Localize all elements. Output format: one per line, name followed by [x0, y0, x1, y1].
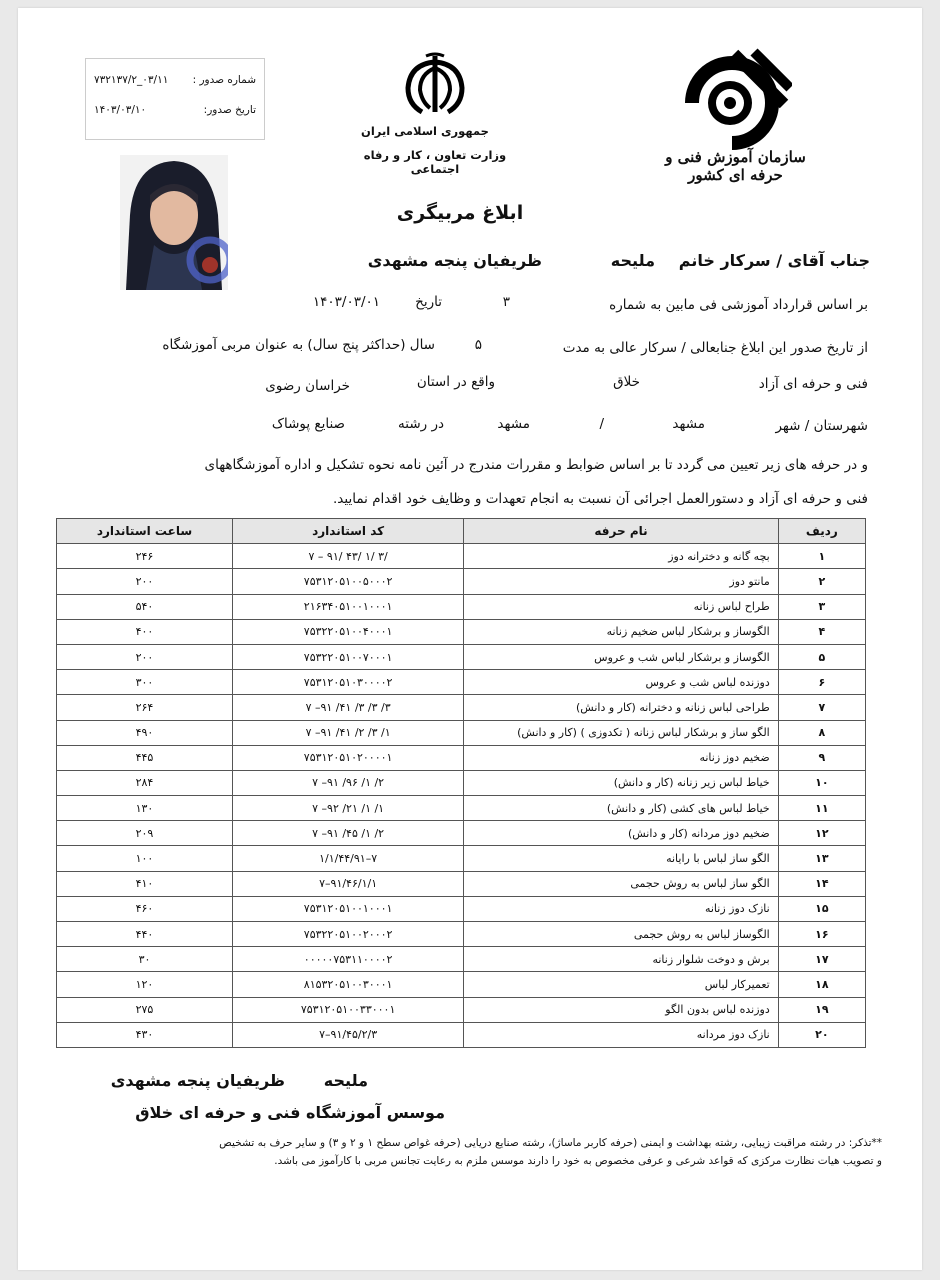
header-row-number: ردیف	[778, 519, 865, 544]
standard-hours: ۲۰۰	[57, 644, 233, 669]
row-number: ۷	[778, 695, 865, 720]
row-number: ۱۴	[778, 871, 865, 896]
organization-name: سازمان آموزش فنی و حرفه ای کشور	[665, 148, 806, 184]
standard-code: ۷۵۳۲۲۰۵۱۰۰۷۰۰۰۱	[232, 644, 463, 669]
profession-name: دوزنده لباس شب و عروس	[464, 670, 778, 695]
row-number: ۹	[778, 745, 865, 770]
gov-line2: وزارت تعاون ، کار و رفاه اجتماعی	[363, 148, 507, 176]
table-row	[57, 644, 866, 669]
row-number: ۱۲	[778, 821, 865, 846]
page-title: ابلاغ مربیگری	[396, 202, 524, 224]
footnote-line1: **تذکر: در رشته مراقبت زیبایی، رشته بهداشت و ایمنی (حرفه کاربر ماساژ)، رشته صنایع دریایی (حرفه غواص سطح ۱ و ۲ و ۳) و سایر حرف به تشخیص	[219, 1137, 882, 1149]
city-slash: /	[599, 416, 604, 432]
standard-code: ۷–۹۱/۴۵/۲/۳	[232, 1022, 463, 1047]
addressee-prefix: جناب آقای / سرکار خانم	[678, 251, 870, 270]
profession-name: الگوساز و برشکار لباس شب و عروس	[464, 644, 778, 669]
body-line4-text-b: در رشته	[398, 416, 444, 432]
row-number: ۱۵	[778, 896, 865, 921]
issue-date: ۱۴۰۳/۰۳/۱۰	[94, 103, 147, 116]
standard-hours: ۳۰	[57, 947, 233, 972]
standard-code: ۷ –۹۱ /۴۱ /۳ /۳ /۳	[232, 695, 463, 720]
profession-name: طراح لباس زنانه	[464, 594, 778, 619]
profession-name: تعمیرکار لباس	[464, 972, 778, 997]
profession-name: الگوساز لباس به روش حجمی	[464, 922, 778, 947]
table-row	[57, 796, 866, 821]
row-number: ۱۹	[778, 997, 865, 1022]
standard-hours: ۱۳۰	[57, 796, 233, 821]
row-number: ۱۳	[778, 846, 865, 871]
table-row	[57, 972, 866, 997]
table-row	[57, 997, 866, 1022]
professions-table	[56, 518, 866, 1048]
profession-name: خیاط لباس های کشی (کار و دانش)	[464, 796, 778, 821]
signature-first-name: ملیحه	[323, 1071, 368, 1090]
standard-hours: ۳۰۰	[57, 670, 233, 695]
row-number: ۵	[778, 644, 865, 669]
standard-hours: ۱۲۰	[57, 972, 233, 997]
standard-code: ۷۵۳۱۲۰۵۱۰۰۱۰۰۰۱	[232, 896, 463, 921]
standard-hours: ۲۰۰	[57, 569, 233, 594]
standard-code: ۷۵۳۲۲۰۵۱۰۰۴۰۰۰۱	[232, 619, 463, 644]
table-header-row	[57, 519, 866, 544]
signature-institute: موسس آموزشگاه فنی و حرفه ای خلاق	[135, 1103, 445, 1122]
standard-hours: ۱۰۰	[57, 846, 233, 871]
table-row	[57, 821, 866, 846]
row-number: ۱۱	[778, 796, 865, 821]
institute-name: خلاق	[613, 374, 640, 390]
organization-logo-icon	[672, 48, 792, 158]
body-line4-text: شهرستان / شهر	[775, 418, 868, 434]
table-row	[57, 770, 866, 795]
row-number: ۸	[778, 720, 865, 745]
row-number: ۲۰	[778, 1022, 865, 1047]
body-line6-text: فنی و حرفه ای آزاد و دستورالعمل اجرائی آن نسبت به انجام تعهدات و وظایف خود اقدام نمایید.	[333, 491, 868, 507]
standard-code: ۷ –۹۱ /۴۵ /۱ /۲	[232, 821, 463, 846]
table-row	[57, 569, 866, 594]
table-row	[57, 871, 866, 896]
row-number: ۶	[778, 670, 865, 695]
profession-name: الگو ساز لباس با رایانه	[464, 846, 778, 871]
row-number: ۱	[778, 544, 865, 569]
standard-code: ۷ – ۹۱/ ۴۳/ ۱/ ۳/	[232, 544, 463, 569]
standard-code: ۱/۱/۴۴/۹۱–۷	[232, 846, 463, 871]
body-line2-text-b: سال (حداکثر پنج سال) به عنوان مربی آموزشگاه	[162, 337, 435, 353]
standard-code: ۷۵۳۱۲۰۵۱۰۳۰۰۰۰۲	[232, 670, 463, 695]
standard-hours: ۴۶۰	[57, 896, 233, 921]
standard-hours: ۴۱۰	[57, 871, 233, 896]
profession-name: بچه گانه و دخترانه دوز	[464, 544, 778, 569]
body-line1-text: بر اساس قرارداد آموزشی فی مابین به شماره	[609, 297, 868, 313]
footnote	[52, 1134, 882, 1171]
header-standard-hours: ساعت استاندارد	[57, 519, 233, 544]
profession-name: نازک دوز زنانه	[464, 896, 778, 921]
standard-hours: ۴۰۰	[57, 619, 233, 644]
table-row	[57, 544, 866, 569]
province-name: خراسان رضوی	[265, 378, 350, 394]
table-row	[57, 695, 866, 720]
city-name: مشهد	[672, 416, 705, 432]
field-name: صنایع پوشاک	[271, 416, 345, 432]
standard-code: ۷–۹۱/۴۶/۱/۱	[232, 871, 463, 896]
contract-date-label: تاریخ	[415, 294, 442, 310]
table-row	[57, 619, 866, 644]
standard-code: ۷ –۹۲ /۲۱ /۱ /۱	[232, 796, 463, 821]
duration-years: ۵	[474, 337, 482, 353]
standard-code: ۷۵۳۱۲۰۵۱۰۲۰۰۰۰۱	[232, 745, 463, 770]
issue-number: ۰۳/۱۱_۷۳۲۱۳۷/۲	[94, 74, 169, 86]
standard-hours: ۴۹۰	[57, 720, 233, 745]
profession-name: برش و دوخت شلوار زنانه	[464, 947, 778, 972]
row-number: ۱۶	[778, 922, 865, 947]
issue-info-box	[85, 58, 265, 140]
row-number: ۱۸	[778, 972, 865, 997]
standard-hours: ۵۴۰	[57, 594, 233, 619]
profession-name: ضخیم دوز زنانه	[464, 745, 778, 770]
profession-name: الگو ساز و برشکار لباس زنانه ( تکدوزی ) (کار و دانش)	[464, 720, 778, 745]
profession-name: ضخیم دوز مردانه (کار و دانش)	[464, 821, 778, 846]
header-profession: نام حرفه	[464, 519, 778, 544]
header-standard-code: کد استاندارد	[232, 519, 463, 544]
standard-code: ۷ –۹۱ /۴۱ /۲ /۳ /۱	[232, 720, 463, 745]
profession-name: طراحی لباس زنانه و دخترانه (کار و دانش)	[464, 695, 778, 720]
standard-hours: ۲۰۹	[57, 821, 233, 846]
table-row	[57, 846, 866, 871]
standard-code: ۷ –۹۱ /۹۶ /۱ /۲	[232, 770, 463, 795]
standard-code: ۷۵۳۲۲۰۵۱۰۰۲۰۰۰۲	[232, 922, 463, 947]
body-line3-text: فنی و حرفه ای آزاد	[758, 376, 868, 392]
row-number: ۴	[778, 619, 865, 644]
body-line3-text-b: واقع در استان	[416, 374, 495, 390]
contract-date: ۱۴۰۳/۰۳/۰۱	[312, 294, 380, 310]
standard-hours: ۲۸۴	[57, 770, 233, 795]
standard-code: ۷۵۳۱۲۰۵۱۰۰۵۰۰۰۲	[232, 569, 463, 594]
standard-hours: ۴۴۵	[57, 745, 233, 770]
signature-last-name: ظریفیان پنجه مشهدی	[110, 1071, 285, 1090]
body-line5-text: و در حرفه های زیر تعیین می گردد تا بر اساس ضوابط و مقررات مندرج در آئین نامه نحوه تشکیل و اداره آموزشگاههای	[204, 457, 868, 473]
issue-date-label: تاریخ صدور:	[203, 103, 256, 116]
city-name-2: مشهد	[497, 416, 530, 432]
profession-name: دوزنده لباس بدون الگو	[464, 997, 778, 1022]
table-row	[57, 720, 866, 745]
row-number: ۱۷	[778, 947, 865, 972]
issue-number-label: شماره صدور :	[192, 74, 256, 86]
row-number: ۳	[778, 594, 865, 619]
standard-hours: ۲۴۶	[57, 544, 233, 569]
footnote-line2: و تصویب هیات نظارت مرکزی که قواعد شرعی و عرفی مخصوص به خود را دارند موسس ملزم به رعایت تجانس مربی با کارآموز می باشد.	[274, 1155, 882, 1168]
profession-name: نازک دوز مردانه	[464, 1022, 778, 1047]
profession-name: خیاط لباس زیر زنانه (کار و دانش)	[464, 770, 778, 795]
addressee-first-name: ملیحه	[610, 251, 655, 270]
table-row	[57, 670, 866, 695]
table-row	[57, 745, 866, 770]
contract-number: ۳	[502, 294, 510, 310]
table-row	[57, 896, 866, 921]
table-row	[57, 922, 866, 947]
addressee-last-name: ظریفیان پنجه مشهدی	[367, 251, 542, 270]
standard-code: ۷۵۳۱۲۰۵۱۰۰۳۳۰۰۰۱	[232, 997, 463, 1022]
standard-hours: ۴۳۰	[57, 1022, 233, 1047]
profession-name: مانتو دوز	[464, 569, 778, 594]
profession-name: الگوساز و برشکار لباس ضخیم زنانه	[464, 619, 778, 644]
table-row	[57, 1022, 866, 1047]
row-number: ۱۰	[778, 770, 865, 795]
profile-photo	[120, 155, 228, 290]
standard-hours: ۲۷۵	[57, 997, 233, 1022]
row-number: ۲	[778, 569, 865, 594]
profession-name: الگو ساز لباس به روش حجمی	[464, 871, 778, 896]
gov-line1: جمهوری اسلامی ایران	[361, 124, 489, 138]
standard-hours: ۴۴۰	[57, 922, 233, 947]
table-row	[57, 594, 866, 619]
standard-code: ۲۱۶۳۴۰۵۱۰۰۱۰۰۰۱	[232, 594, 463, 619]
table-row	[57, 947, 866, 972]
standard-code: ۰۰۰۰۰۷۵۳۱۱۰۰۰۰۲	[232, 947, 463, 972]
body-line2-text: از تاریخ صدور این ابلاغ جنابعالی / سرکار عالی به مدت	[562, 340, 868, 356]
standard-code: ۸۱۵۳۲۰۵۱۰۰۳۰۰۰۱	[232, 972, 463, 997]
standard-hours: ۲۶۴	[57, 695, 233, 720]
iran-emblem-icon	[390, 52, 480, 120]
